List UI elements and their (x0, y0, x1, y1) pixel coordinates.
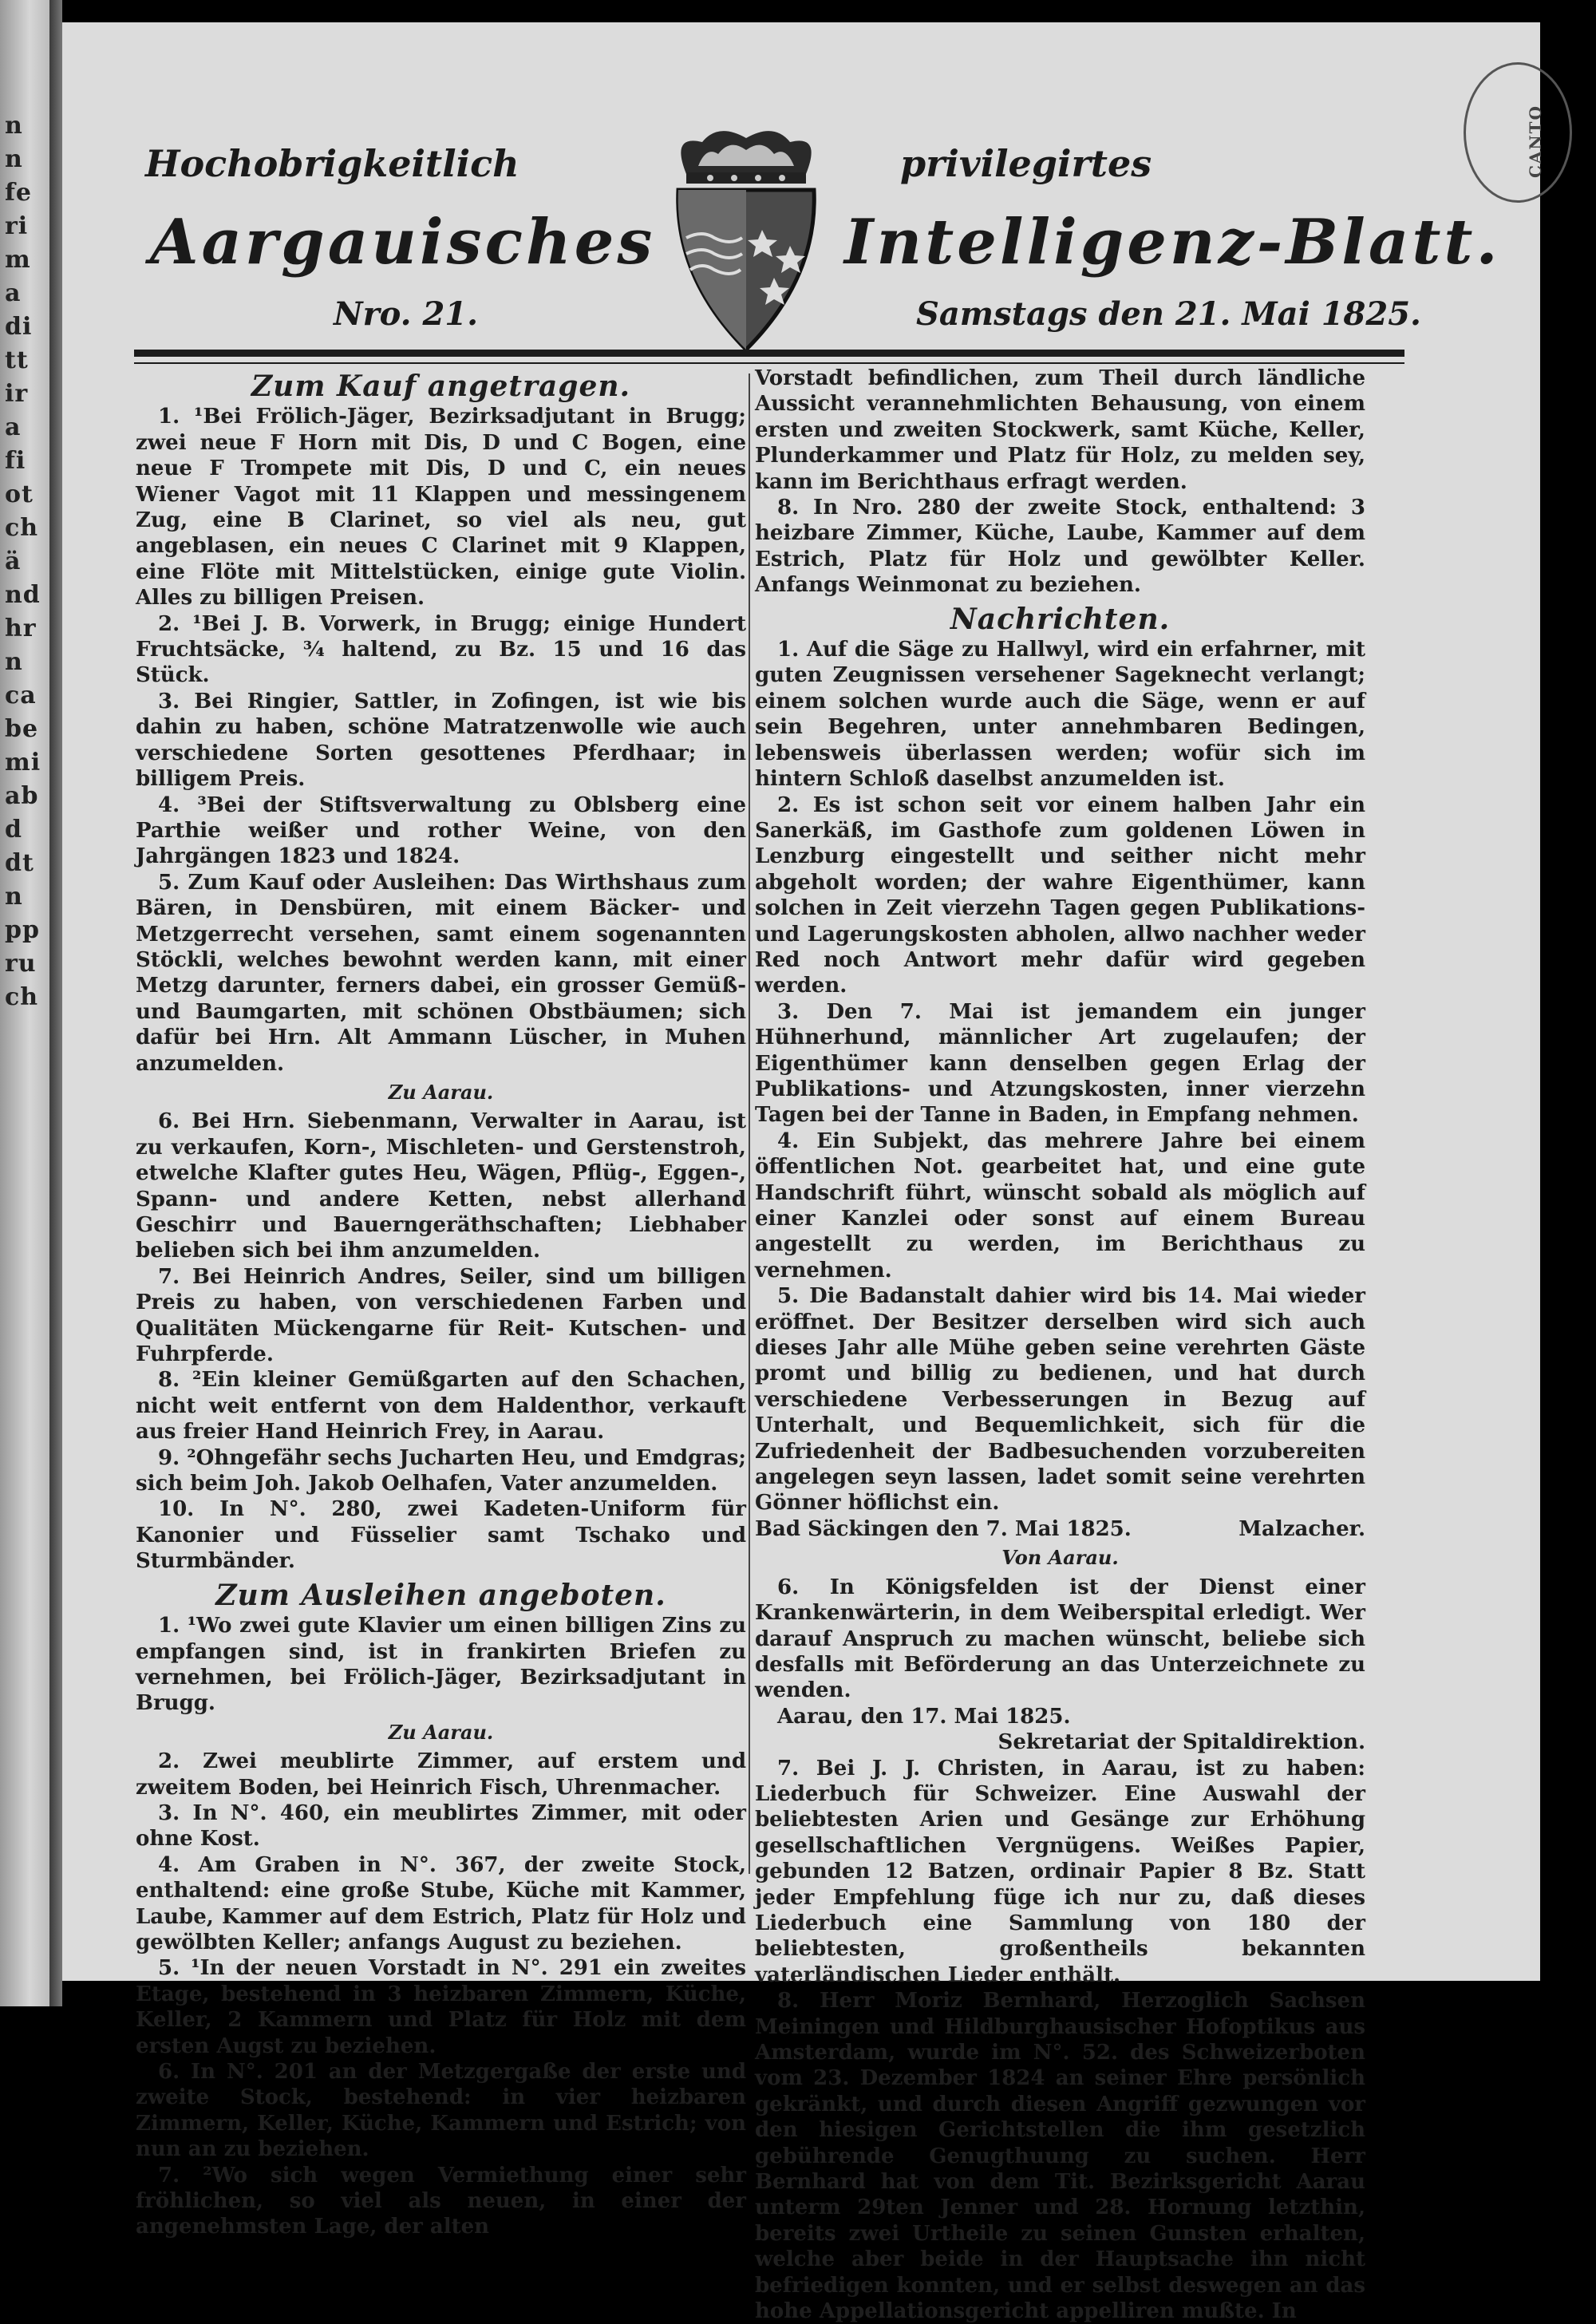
notice-paragraph: 4. Am Graben in N°. 367, der zweite Stock, enthaltend: eine große Stube, Küche mit Kammer, Laube, Kammer auf dem Estrich, Platz für Holz und gewölbten Keller; anfangs August zu beziehen. (136, 1852, 746, 1954)
notice-paragraph: 6. In Königsfelden ist der Dienst einer Krankenwärterin, in dem Weiberspital erledigt. Wer darauf Anspruch zu machen wünscht, beliebe sich desfalls mit Beförderung an das Unterzeichnete zu wenden. (755, 1575, 1365, 1703)
masthead-left-top: Hochobrigkeitlich (145, 142, 519, 185)
masthead-right-top: privilegirtes (900, 142, 1152, 185)
adjacent-page-fragment: di (5, 313, 33, 341)
adjacent-page-fragment: ca (5, 682, 37, 709)
masthead-rule-thin (134, 362, 1404, 364)
notice-paragraph: 8. ²Ein kleiner Gemüßgarten auf den Schachen, nicht weit entfernt von dem Haldenthor, verkauft aus freier Hand Heinrich Frey, in Aarau. (136, 1368, 746, 1445)
adjacent-page-fragment: hr (5, 615, 37, 642)
adjacent-page-fragment: ä (5, 547, 22, 575)
notice-paragraph: 3. In N°. 460, ein meublirtes Zimmer, mit oder ohne Kost. (136, 1800, 746, 1852)
adjacent-page-fragment: dt (5, 849, 34, 877)
location-heading: Zu Aarau. (388, 1720, 494, 1744)
adjacent-page-fragment: ir (5, 380, 29, 408)
notice-paragraph: 4. ³Bei der Stiftsverwaltung zu Oblsberg eine Parthie weißer und rother Weine, von den Jahrgängen 1823 und 1824. (136, 792, 746, 869)
adjacent-page-fragment: n (5, 145, 23, 173)
notice-paragraph: 3. Bei Ringier, Sattler, in Zofingen, ist wie bis dahin zu haben, schöne Matratzenwolle wie auch verschiedene Sorten gesottenes Pferdhaar; in billigem Preis. (136, 689, 746, 792)
location-heading: Von Aarau. (1001, 1546, 1119, 1570)
adjacent-page-fragment: fi (5, 447, 26, 475)
notice-paragraph: 5. Die Badanstalt dahier wird bis 14. Mai wieder eröffnet. Der Besitzer derselben wird sich auch dieses Jahr alle Mühe geben seine verehrten Gäste promt und billig zu bedienen, und hat durch verschiedene Verbesserungen in Bezug auf Unterhalt, und Bequemlichkeit, sich für die Zufriedenheit der Badbesuchenden vorzubereiten angelegen seyn lassen, ladet somit seine verehrten Gönner höflichst ein. (755, 1284, 1365, 1516)
signature-line: Sekretariat der Spitaldirektion. (998, 1730, 1365, 1755)
masthead-rule (134, 350, 1404, 357)
notice-paragraph: 5. ¹In der neuen Vorstadt in N°. 291 ein zweites Etage, bestehend in 3 heizbaren Zimmern, Küche, Keller, 2 Kammern und Platz für Holz mit dem ersten Augst zu beziehen. (136, 1956, 746, 2058)
notice-paragraph: 6. Bei Hrn. Siebenmann, Verwalter in Aarau, ist zu verkaufen, Korn-, Mischleten- und Gerstenstroh, etwelche Klafter gutes Heu, Wägen, Pflüg-, Eggen-, Spann- und andere Ketten, nebst allerhand Geschirr und Bauerngeräthschaften; Liebhaber belieben sich bei ihm anzumelden. (136, 1109, 746, 1263)
notice-paragraph: 6. In N°. 201 an der Metzgergaße der erste und zweite Stock, bestehend: in vier heizbaren Zimmern, Keller, Küche, Kammern und Estrich; von nun an zu beziehen. (136, 2060, 746, 2162)
notice-paragraph: 8. In Nro. 280 der zweite Stock, enthaltend: 3 heizbare Zimmer, Küche, Laube, Kammer auf dem Estrich, Platz für Holz und gewölbter Keller. Anfangs Weinmonat zu beziehen. (755, 496, 1365, 598)
adjacent-page-fragment: n (5, 883, 23, 911)
newspaper-page (62, 22, 1545, 2324)
adjacent-page-fragment: pp (5, 916, 40, 944)
signature-line (755, 1516, 1365, 1542)
adjacent-page-fragment: m (5, 246, 31, 274)
notice-paragraph: 7. Bei Heinrich Andres, Seiler, sind um billigen Preis zu haben, von verschiedenen Farben und Qualitäten Mückengarne für Reit- Kutschen- und Fuhrpferde. (136, 1264, 746, 1367)
notice-paragraph: 1. ¹Wo zwei gute Klavier um einen billigen Zins zu empfangen sind, ist in frankirten Briefen zu vernehmen, bei Frölich-Jäger, Bezirksadjutant in Brugg. (136, 1614, 746, 1716)
notice-paragraph: 1. Auf die Säge zu Hallwyl, wird ein erfahrner, mit guten Zeugnissen versehener Sageknecht verlangt; einem solchen wurde auch die Säge, wenn er auf sein Begehren, unter annehmbaren Bedingen, lebensweis überlassen werden; wofür sich im hintern Schloß daselbst anzumelden ist. (755, 638, 1365, 792)
notice-paragraph: 2. Es ist schon seit vor einem halben Jahr ein Sanerkäß, im Gasthofe zum goldenen Löwen in Lenzburg eingestellt und seither nicht mehr abgeholt worden; der wahre Eigenthümer, kann solchen in Zeit vierzehn Tagen gegen Publikations- und Lagerungskosten abholen, allwo nachher weder Red noch Antwort mehr dafür wird gegeben werden. (755, 792, 1365, 998)
adjacent-page-fragment: mi (5, 749, 41, 777)
adjacent-page-fragment: be (5, 715, 39, 743)
notice-paragraph: 8. Herr Moriz Bernhard, Herzoglich Sachsen Meiningen und Hildburghausischer Hofoptikus aus Amsterdam, wurde im N°. 52. des Schweizerboten vom 23. Dezember 1824 an seiner Ehre persönlich gekränkt, und durch diesen Angriff gezwungen vor den hiesigen Gerichtstellen die ihm gesetzlich gebührende Genugthuung zu suchen. Herr Bernhard hat von dem Tit. Bezirksgericht Aarau unterm 29ten Jenner und 28. Hornung letzthin, bereits zwei Urtheile zu seinen Gunsten erhalten, welche aber beide in der Hauptsache ihn nicht befriedigen konnten, und er selbst deswegen an das hohe Appellationsgericht appelliren mußte. In (755, 1989, 1365, 2324)
section-heading: Zum Ausleihen angeboten. (215, 1578, 666, 1612)
notice-paragraph: 5. Zum Kauf oder Ausleihen: Das Wirthshaus zum Bären, in Densbüren, mit einem Bäcker- und Metzgerrecht versehen, samt einem sogenannten Stöckli, welches bewohnt werden kann, mit einer Metzg darunter, ferners dabei, ein grosser Gemüß- und Baumgarten, mit schönen Obstbäumen; sich dafür bei Hrn. Alt Ammann Lüscher, in Muhen anzumelden. (136, 870, 746, 1076)
signature-place-date: Bad Säckingen den 7. Mai 1825. (755, 1516, 1132, 1541)
notice-paragraph: 10. In N°. 280, zwei Kadeten-Uniform für Kanonier und Füsselier samt Tschako und Sturmbänder. (136, 1497, 746, 1574)
masthead (62, 22, 1540, 358)
adjacent-page-fragment: ch (5, 514, 39, 542)
notice-paragraph: 7. ²Wo sich wegen Vermiethung einer sehr fröhlichen, so viel als neuen, in einer der angenehmsten Lage, der alten (136, 2163, 746, 2239)
notice-paragraph: 3. Den 7. Mai ist jemandem ein junger Hühnerhund, männlicher Art zugelaufen; der Eigenthümer kann denselben gegen Erlag der Publikations- und Atzungskosten, inner vierzehn Tagen bei der Tanne in Baden, in Empfang nehmen. (755, 999, 1365, 1128)
notice-continuation: Vorstadt befindlichen, zum Theil durch ländliche Aussicht verannehmlichten Behausung, von einem ersten und zweiten Stockwerk, samt Küche, Keller, Plunderkammer und Platz für Holz, zu melden sey, kann im Berichthaus erfragt werden. (755, 366, 1365, 494)
notice-paragraph: 2. ¹Bei J. B. Vorwerk, in Brugg; einige Hundert Fruchtsäcke, ¾ haltend, zu Bz. 15 und 16 das Stück. (136, 611, 746, 688)
adjacent-page-fragment: nd (5, 581, 41, 609)
notice-paragraph: 4. Ein Subjekt, das mehrere Jahre bei einem öffentlichen Not. gearbeitet hat, und eine gute Handschrift führt, wünscht sobald als möglich auf einer Kanzlei oder sonst auf einem Bureau angestellt zu werden, im Berichthaus zu vernehmen. (755, 1128, 1365, 1283)
column-divider (749, 374, 750, 1874)
location-heading: Zu Aarau. (388, 1080, 494, 1104)
dateline: Aarau, den 17. Mai 1825. (777, 1704, 1071, 1729)
left-column (136, 366, 746, 2240)
adjacent-page-fragment: ab (5, 782, 39, 810)
binding-gutter (49, 0, 62, 2006)
issue-date: Samstags den 21. Mai 1825. (916, 295, 1421, 333)
adjacent-page-fragment: ri (5, 212, 29, 240)
stamp-text: CANTO (1526, 105, 1545, 179)
adjacent-page-fragment: n (5, 112, 23, 140)
notice-paragraph: 7. Bei J. J. Christen, in Aarau, ist zu haben: Liederbuch für Schweizer. Eine Auswahl der beliebtesten Arien und Gesänge zur Erhöhung gesellschaftlichen Vergnügens. Weißes Papier, gebunden 12 Batzen, ordinair Papier 8 Bz. Statt jeder Empfehlung füge ich nur zu, daß dieses Liederbuch eine Sammlung von 180 der beliebtesten, großentheils bekannten vaterländischen Lieder enthält. (755, 1756, 1365, 1987)
adjacent-page-fragment: d (5, 816, 22, 844)
section-heading: Zum Kauf angetragen. (251, 370, 631, 403)
notice-paragraph: 1. ¹Bei Frölich-Jäger, Bezirksadjutant in Brugg; zwei neue F Horn mit Dis, D und C Bogen, eine neue F Trompete mit Dis, D und C, ein neues Wiener Vagot mit 11 Klappen und messingenem Zug, eine B Clarinet, so viel als neu, gut angeblasen, ein neues C Clarinet mit 9 Klappen, eine Flöte mit Mittelstücken, einige gute Violin. Alles zu billigen Preisen. (136, 405, 746, 611)
masthead-right-title: Intelligenz-Blatt. (844, 206, 1501, 279)
adjacent-page-fragment: fe (5, 179, 32, 207)
notice-paragraph: 2. Zwei meublirte Zimmer, auf erstem und zweitem Boden, bei Heinrich Fisch, Uhrenmacher. (136, 1749, 746, 1800)
adjacent-page-fragment: ru (5, 950, 37, 978)
adjacent-page-fragment: a (5, 413, 22, 441)
signature-name: Malzacher. (1238, 1516, 1365, 1541)
adjacent-page-edge (0, 0, 49, 2006)
coat-of-arms-icon (654, 118, 838, 358)
adjacent-page-fragment: ch (5, 983, 39, 1011)
section-heading: Nachrichten. (950, 602, 1171, 636)
adjacent-page-fragment: ot (5, 480, 34, 508)
adjacent-page-fragment: n (5, 648, 23, 676)
notice-paragraph: 9. ²Ohngefähr sechs Jucharten Heu, und Emdgras; sich beim Joh. Jakob Oelhafen, Vater anzumelden. (136, 1445, 746, 1496)
adjacent-page-fragment: tt (5, 346, 29, 374)
right-column (755, 366, 1365, 2324)
issue-number: Nro. 21. (334, 295, 479, 333)
masthead-left-title: Aargauisches (150, 206, 656, 279)
adjacent-page-fragment: a (5, 279, 22, 307)
